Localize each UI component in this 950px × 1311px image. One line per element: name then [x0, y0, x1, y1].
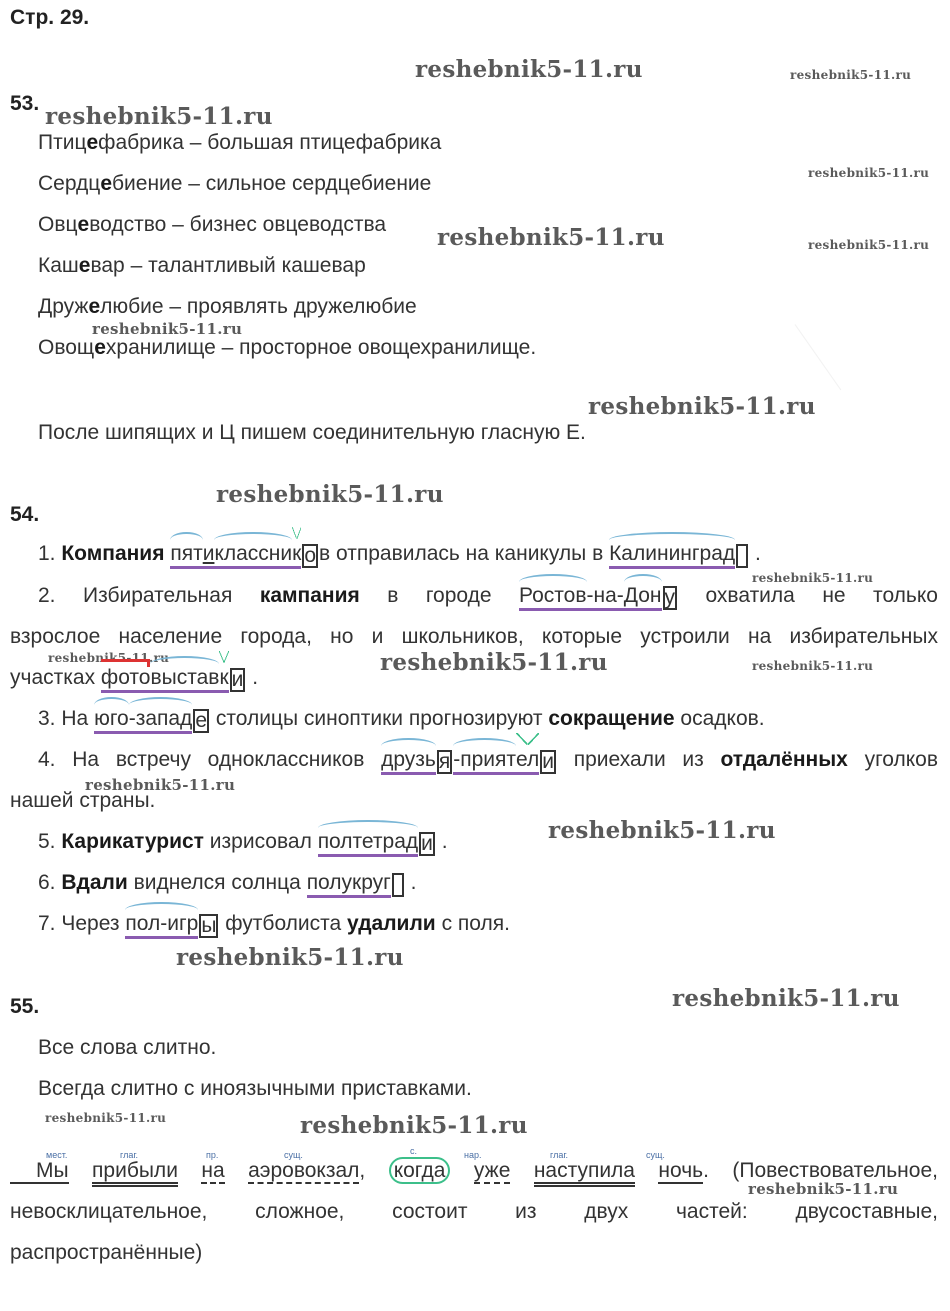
- watermark: reshebnik5-11.ru: [300, 1112, 528, 1139]
- word-stem: Ростов-на-Дон: [519, 584, 661, 611]
- connecting-vowel: е: [86, 131, 99, 154]
- root-arc: пол-игр: [125, 912, 199, 935]
- watermark: reshebnik5-11.ru: [752, 659, 874, 673]
- adverbial-word: аэровокзал: [248, 1159, 360, 1182]
- part-of-speech-label: мест.: [46, 1150, 68, 1160]
- ex54-sentence-7: 7. Через пол-игр ы футболиста удалили с поля.: [38, 912, 510, 937]
- ex54-sentence-3: 3. На юго-запад е столицы синоптики прогнозируют сокращение осадков.: [38, 707, 765, 732]
- ex53-line: Овцеводство – бизнес овцеводства: [38, 213, 387, 236]
- ex54-sentence-6: 6. Вдали виднелся солнца полукруг .: [38, 870, 417, 897]
- ending-box: я: [438, 750, 451, 773]
- ending-box: о: [304, 544, 316, 567]
- watermark: reshebnik5-11.ru: [752, 571, 874, 585]
- word-stem: полукруг: [307, 871, 391, 898]
- watermark: reshebnik5-11.ru: [85, 776, 236, 794]
- word-stem: [101, 666, 229, 693]
- watermark: reshebnik5-11.ru: [45, 1111, 167, 1125]
- part-of-speech-label: пр.: [206, 1150, 219, 1160]
- ending-box: ы: [201, 914, 217, 937]
- ex54-sentence-5: 5. Карикатурист изрисовал полтетрад и .: [38, 830, 448, 855]
- root-arc: -прият: [453, 748, 517, 771]
- root-arc: выстав: [150, 666, 220, 689]
- watermark: reshebnik5-11.ru: [548, 817, 776, 844]
- watermark: reshebnik5-11.ru: [808, 166, 930, 180]
- connecting-vowel: е: [94, 336, 106, 359]
- ending-tail: в: [319, 542, 331, 565]
- word-stem: пятиклассник: [170, 542, 301, 569]
- connecting-vowel: е: [88, 295, 101, 318]
- ex53-line: Кашевар – талантливый кашевар: [38, 254, 366, 277]
- watermark: reshebnik5-11.ru: [415, 56, 643, 83]
- part-of-speech-label: глаг.: [120, 1150, 139, 1160]
- root-arc: классни: [214, 542, 293, 565]
- watermark: reshebnik5-11.ru: [176, 944, 404, 971]
- watermark: reshebnik5-11.ru: [216, 481, 444, 508]
- ex54-sentence-2-line-3: участках фотовыставк и .: [10, 666, 259, 691]
- adverbial-word: уже: [473, 1159, 511, 1182]
- part-of-speech-label: сущ.: [284, 1150, 303, 1160]
- root-arc: Дон: [623, 584, 662, 607]
- ex54-sentence-2-line-1: 2. Избирательная кампания в городе Ростов-на-Дон у охватила не только: [38, 584, 938, 609]
- ex54-sentence-4-line-2: нашей страны.: [10, 789, 156, 812]
- ending-box: е: [195, 709, 207, 732]
- part-of-speech-label: нар.: [464, 1150, 482, 1160]
- watermark: reshebnik5-11.ru: [672, 985, 900, 1012]
- word-stem: [318, 830, 418, 857]
- watermark: reshebnik5-11.ru: [748, 1180, 899, 1198]
- predicate-word: наступила: [534, 1159, 635, 1187]
- watermark: reshebnik5-11.ru: [92, 320, 243, 338]
- watermark: reshebnik5-11.ru: [45, 103, 273, 130]
- part-of-speech-label: глаг.: [550, 1150, 569, 1160]
- prefix-mark: фото: [100, 666, 151, 689]
- exercise-53-number: 53.: [10, 92, 40, 115]
- root-arc: юго: [94, 707, 129, 730]
- ex54-sentence-4-line-1: 4. На встречу одноклассников друзь я -приятел и приехали из отдалённых уголков: [38, 748, 938, 773]
- ending-box: и: [231, 668, 244, 691]
- root-arc: друзь: [381, 748, 436, 771]
- part-of-speech-label: с.: [410, 1146, 418, 1156]
- ex53-line: Птицефабрика – большая птицефабрика: [38, 131, 442, 154]
- ex55-line-2: Всегда слитно с иноязычными приставками.: [38, 1077, 472, 1100]
- exercise-54-number: 54.: [10, 503, 40, 526]
- ex55-line-1: Все слова слитно.: [38, 1036, 217, 1059]
- word-stem: [125, 912, 198, 939]
- page-header: Стр. 29.: [10, 6, 90, 29]
- word-stem: [453, 748, 539, 775]
- ex55-sentence-line-3: распространённые): [10, 1241, 203, 1264]
- ex53-line: Дружелюбие – проявлять дружелюбие: [38, 295, 417, 318]
- ending-box: [392, 873, 404, 897]
- ex54-sentence-2-line-2: взрослое население города, но и школьников, которые устроили на избирательных: [10, 625, 938, 648]
- connecting-vowel: е: [77, 213, 90, 236]
- ending-box: и: [542, 750, 555, 773]
- word-stem: [609, 542, 735, 569]
- ex55-sentence-line-2: невосклицательное, сложное, состоит из двух частей: двусоставные,: [10, 1200, 938, 1223]
- watermark: reshebnik5-11.ru: [48, 651, 170, 665]
- root-arc: -запад: [128, 707, 193, 730]
- subject-word: ночь: [658, 1159, 704, 1182]
- ending-box: [736, 544, 748, 568]
- adverbial-word: на: [201, 1159, 225, 1182]
- root-arc: Калининград: [609, 542, 736, 565]
- suffix-mark: к: [292, 542, 302, 565]
- ending-box: у: [664, 586, 676, 609]
- ex53-line: Сердцебиение – сильное сердцебиение: [38, 172, 432, 195]
- root-arc: Ростов: [519, 584, 587, 607]
- watermark: reshebnik5-11.ru: [588, 393, 816, 420]
- subject-word: Мы: [10, 1159, 69, 1184]
- ex53-line: Овощехранилище – просторное овощехранилище.: [38, 336, 537, 359]
- ex53-rule: После шипящих и Ц пишем соединительную гласную Е.: [38, 421, 586, 444]
- connecting-vowel: е: [78, 254, 91, 277]
- connecting-vowel: е: [100, 172, 113, 195]
- watermark: reshebnik5-11.ru: [437, 224, 665, 251]
- watermark: reshebnik5-11.ru: [808, 238, 930, 252]
- watermark: reshebnik5-11.ru: [790, 68, 912, 82]
- ending-box: и: [421, 832, 433, 855]
- word-stem: [381, 748, 436, 775]
- scan-artifact: [795, 290, 891, 391]
- word-stem: [94, 707, 192, 734]
- root-arc: полтетрад: [317, 830, 419, 853]
- ex54-sentence-1: 1. Компания пятиклассник о в отправилась на каникулы в Калининград .: [38, 542, 761, 567]
- suffix-mark: к: [219, 666, 229, 689]
- watermark: reshebnik5-11.ru: [380, 649, 608, 676]
- suffix-mark: ел: [516, 748, 540, 771]
- predicate-word: прибыли: [92, 1159, 178, 1187]
- root-arc: пят: [170, 542, 203, 565]
- conjunction-circle: когда: [389, 1157, 451, 1184]
- ex55-sentence-line-1: Мы прибыли на аэровокзал, когда уже наступила ночь. (Повествовательное,: [10, 1158, 938, 1184]
- part-of-speech-label: сущ.: [646, 1150, 665, 1160]
- exercise-55-number: 55.: [10, 995, 40, 1018]
